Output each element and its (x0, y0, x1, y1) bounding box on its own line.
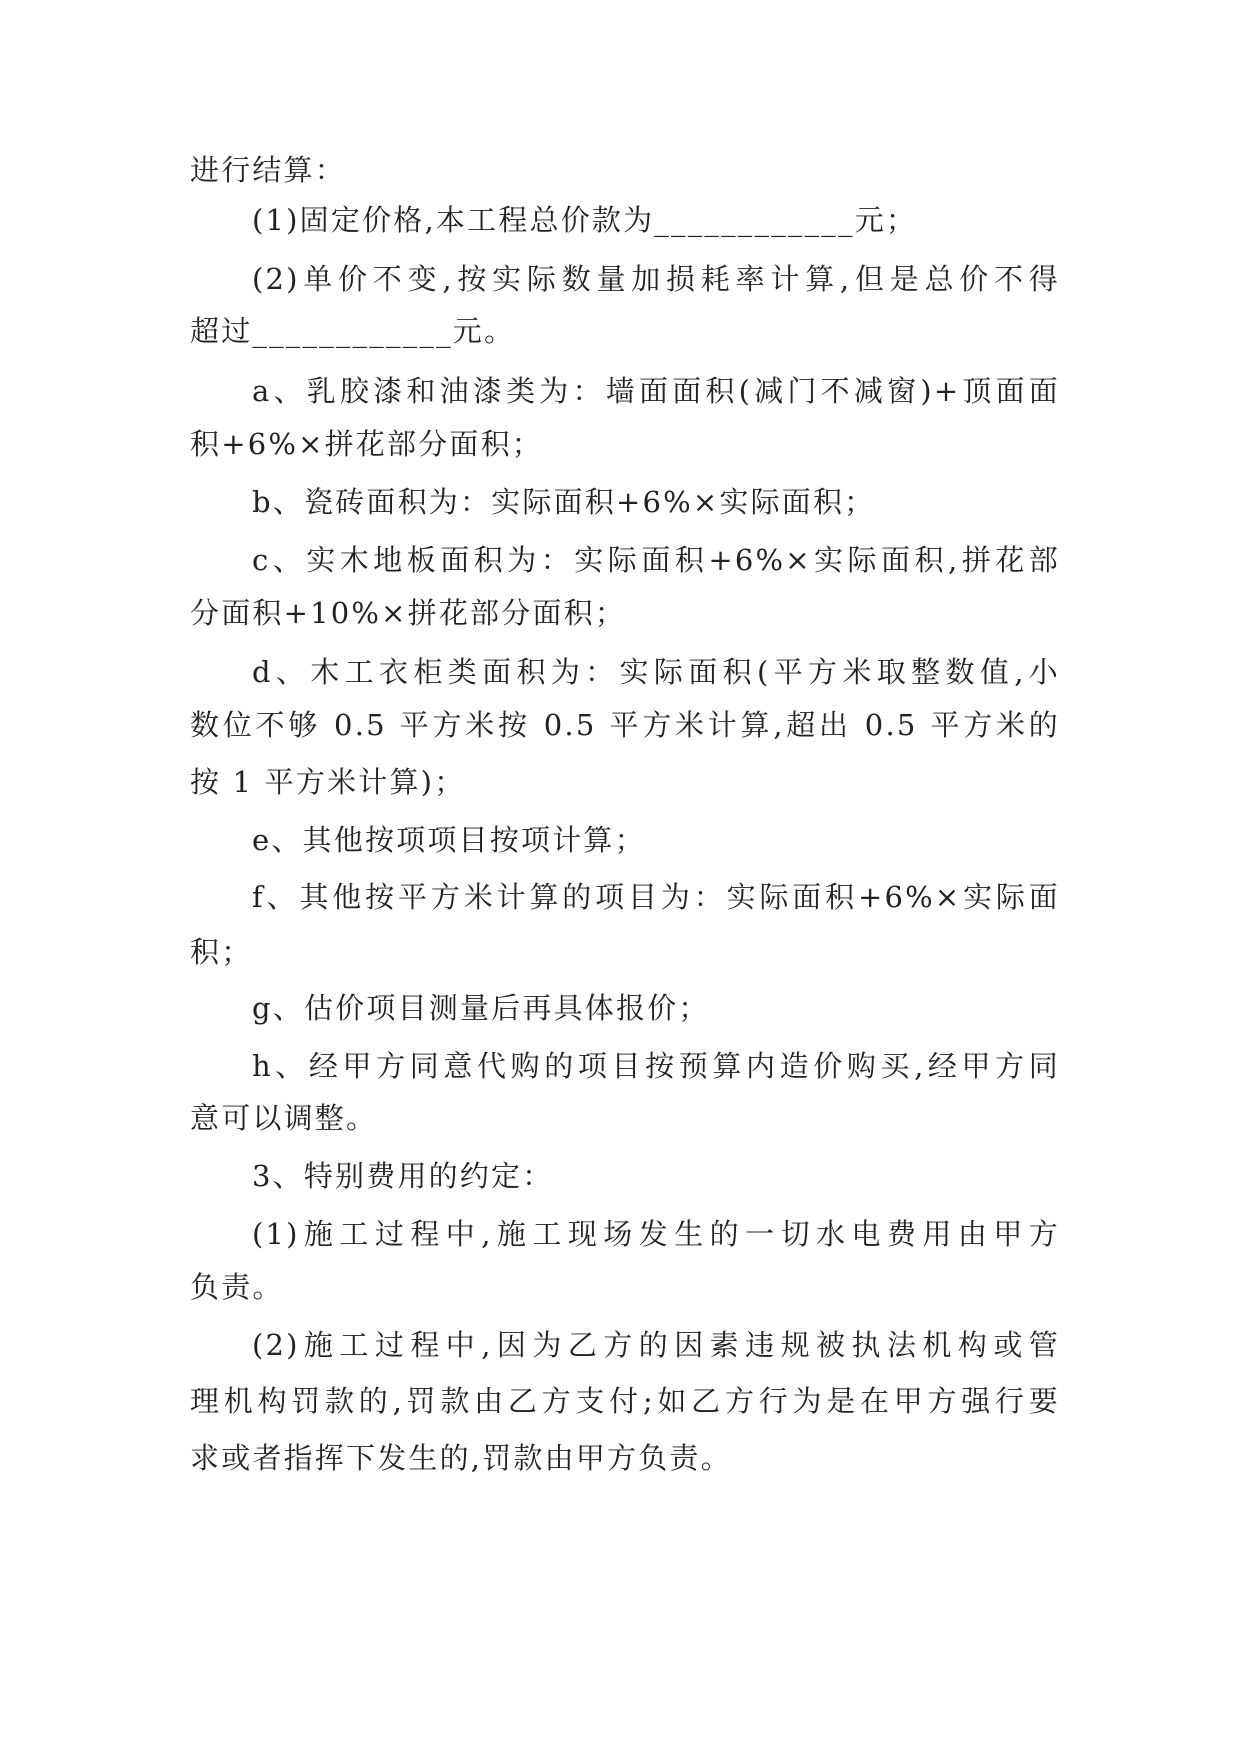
text-line: e、其他按项项目按项计算； (252, 823, 646, 857)
text-line: 分面积+10%×拼花部分面积； (190, 596, 627, 630)
text-line: 意可以调整。 (190, 1101, 378, 1135)
text-line: 积+6%×拼花部分面积； (190, 427, 544, 461)
text-line: 积； (190, 935, 253, 969)
text-line: f、其他按平方米计算的项目为：实际面积+6%×实际面 (252, 880, 1060, 914)
text-line: 求或者指挥下发生的,罚款由甲方负责。 (190, 1441, 732, 1475)
text-line: a、乳胶漆和油漆类为：墙面面积(减门不减窗)+顶面面 (252, 374, 1060, 408)
text-line: 进行结算： (190, 153, 347, 187)
text-line: h、经甲方同意代购的项目按预算内造价购买,经甲方同 (252, 1049, 1060, 1083)
text-line: d、木工衣柜类面积为：实际面积(平方米取整数值,小 (252, 655, 1060, 689)
text-line: 超过____________元。 (190, 314, 516, 348)
text-line: 理机构罚款的,罚款由乙方支付;如乙方行为是在甲方强行要 (190, 1384, 1060, 1418)
text-line: g、估价项目测量后再具体报价； (252, 991, 710, 1025)
text-line: 按 1 平方米计算)； (190, 765, 466, 799)
text-line: b、瓷砖面积为：实际面积+6%×实际面积； (252, 485, 876, 519)
text-line: c、实木地板面积为：实际面积+6%×实际面积,拼花部 (252, 543, 1060, 577)
text-line: (2)施工过程中,因为乙方的因素违规被执法机构或管 (252, 1328, 1060, 1362)
text-line: 负责。 (190, 1270, 284, 1304)
text-line: 3、特别费用的约定： (252, 1159, 554, 1193)
text-line: (2)单价不变,按实际数量加损耗率计算,但是总价不得 (252, 262, 1060, 296)
text-line: (1)施工过程中,施工现场发生的一切水电费用由甲方 (252, 1217, 1060, 1251)
text-line: 数位不够 0.5 平方米按 0.5 平方米计算,超出 0.5 平方米的 (190, 708, 1060, 742)
text-line: (1)固定价格,本工程总价款为____________元； (252, 203, 918, 237)
